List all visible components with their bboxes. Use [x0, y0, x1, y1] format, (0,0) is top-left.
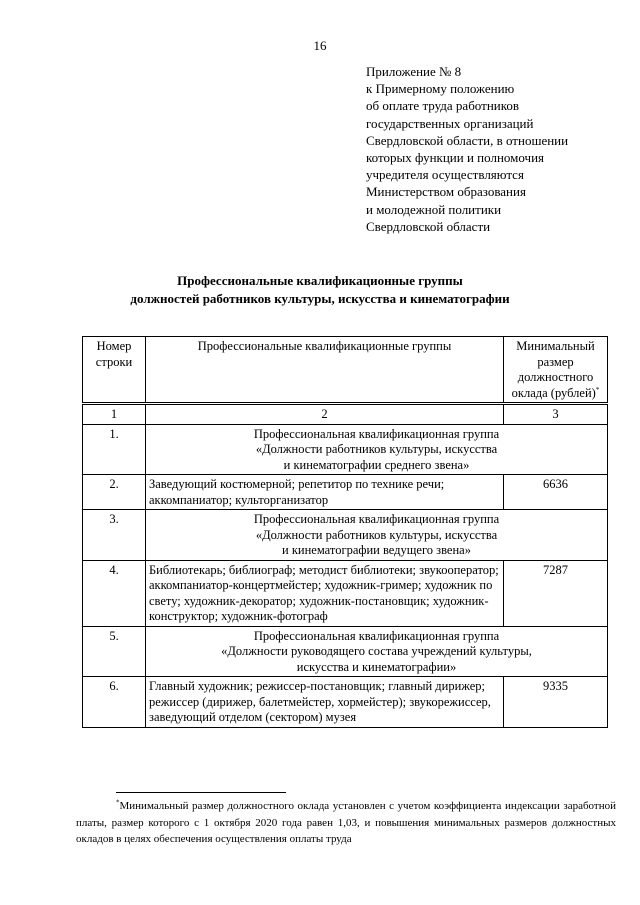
appendix-line: и молодежной политики — [366, 201, 502, 217]
appendix-line: учредителя осуществляются — [366, 167, 524, 183]
salary-cell: 6636 — [504, 475, 608, 510]
table-row — [83, 475, 608, 510]
positions-cell: Заведующий костюмерной; репетитор по технике речи; аккомпаниатор; культорганизатор — [146, 475, 504, 510]
footnote-separator — [116, 792, 286, 793]
row-number: 3. — [83, 510, 146, 561]
page-number: 16 — [313, 38, 327, 53]
positions-cell: Библиотекарь; библиограф; методист библиотеки; звукооператор; аккомпаниатор-концертмейстер; художник-гример; художник по свету; художник-декоратор; художник-постановщик; художник-конструктор; художник-фотограф — [146, 560, 504, 626]
appendix-line: Приложение № 8 — [366, 64, 462, 79]
table-row — [83, 560, 608, 626]
appendix-line: государственных организаций — [366, 115, 534, 131]
table-row — [83, 626, 608, 677]
appendix-line: к Примерному положению — [366, 81, 515, 97]
title-line: Профессиональные квалификационные группы — [177, 273, 463, 288]
row-number: 4. — [83, 560, 146, 626]
footnote-text: Минимальный размер должностного оклада установлен с учетом коэффициента индексации заработной платы, размер которого с 1 октября 2020 года равен 1,03, и повышения минимальных размеров должностных окладов в целях обеспечения осуществления оплаты труда — [76, 800, 616, 845]
appendix-heading — [366, 63, 636, 235]
appendix-line: Свердловской области — [366, 218, 491, 234]
header-row-number: Номер строки — [83, 337, 146, 404]
row-number: 1. — [83, 424, 146, 475]
salary-cell: 9335 — [504, 677, 608, 728]
group-title: Профессиональная квалификационная группа «Должности руководящего состава учреждений культуры, искусства и кинематографии» — [146, 626, 608, 677]
appendix-line: которых функции и полномочия — [366, 150, 545, 166]
appendix-line: об оплате труда работников — [366, 98, 520, 114]
row-number: 5. — [83, 626, 146, 677]
header-salary: Минимальный размер должностного оклада (рублей)* — [504, 337, 608, 404]
salary-cell: 7287 — [504, 560, 608, 626]
footnote — [76, 798, 616, 848]
row-number: 2. — [83, 475, 146, 510]
column-number: 2 — [146, 404, 504, 425]
table-row — [83, 677, 608, 728]
positions-cell: Главный художник; режиссер-постановщик; главный дирижер; режиссер (дирижер, балетмейстер, хормейстер); звукорежиссер, заведующий отделом (сектором) музея — [146, 677, 504, 728]
table-row — [83, 510, 608, 561]
appendix-line: Министерством образования — [366, 184, 526, 200]
title-line: должностей работников культуры, искусства и кинематографии — [130, 291, 510, 306]
row-number: 6. — [83, 677, 146, 728]
footnote-mark: * — [116, 798, 120, 807]
document-title — [60, 272, 580, 308]
table-row — [83, 424, 608, 475]
group-title: Профессиональная квалификационная группа «Должности работников культуры, искусства и кинематографии ведущего звена» — [146, 510, 608, 561]
table-header-row — [83, 337, 608, 404]
appendix-line: Свердловской области, в отношении — [366, 132, 569, 148]
column-number-row — [83, 404, 608, 425]
column-number: 3 — [504, 404, 608, 425]
qualification-table — [82, 336, 608, 728]
column-number: 1 — [83, 404, 146, 425]
group-title: Профессиональная квалификационная группа «Должности работников культуры, искусства и кинематографии среднего звена» — [146, 424, 608, 475]
header-groups: Профессиональные квалификационные группы — [146, 337, 504, 404]
